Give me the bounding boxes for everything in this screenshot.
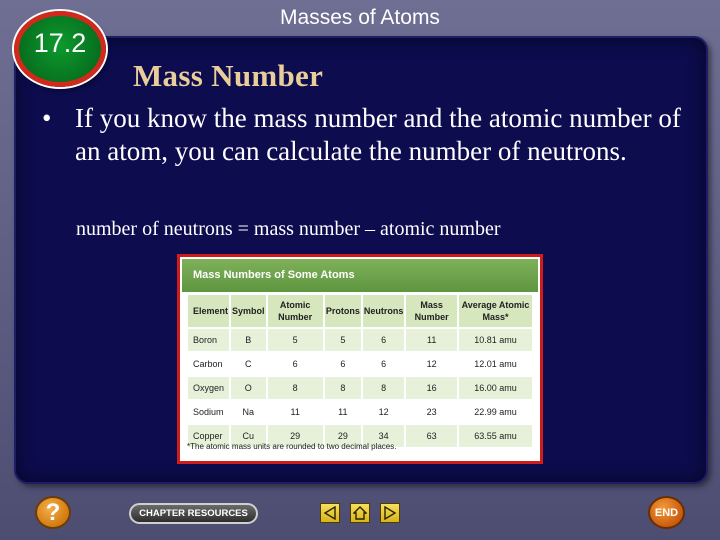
table-cell: 8	[268, 377, 323, 399]
mass-numbers-figure	[177, 254, 543, 464]
column-header: Protons	[325, 295, 361, 327]
table-cell: 8	[325, 377, 361, 399]
table-cell: 6	[325, 353, 361, 375]
table-cell: 12	[406, 353, 457, 375]
section-badge	[14, 11, 106, 87]
table-row	[188, 353, 532, 375]
table-cell: 11	[406, 329, 457, 351]
question-mark-icon: ?	[45, 498, 61, 526]
table-cell: Cu	[231, 425, 266, 447]
table-cell: Carbon	[188, 353, 229, 375]
slide-top-title: Masses of Atoms	[280, 6, 440, 29]
table-cell: 6	[363, 353, 405, 375]
table-cell: 6	[268, 353, 323, 375]
table-cell: 5	[325, 329, 361, 351]
table-cell: 11	[325, 401, 361, 423]
table-cell: Oxygen	[188, 377, 229, 399]
table-cell: Na	[231, 401, 266, 423]
table-cell: 63	[406, 425, 457, 447]
table-row	[188, 401, 532, 423]
table-cell: 5	[268, 329, 323, 351]
table-cell: 16	[406, 377, 457, 399]
home-icon	[353, 506, 367, 520]
table-cell: C	[231, 353, 266, 375]
table-cell: Boron	[188, 329, 229, 351]
column-header: Element	[188, 295, 229, 327]
table-row	[188, 377, 532, 399]
previous-slide-button[interactable]	[320, 503, 340, 523]
table-cell: 34	[363, 425, 405, 447]
figure-footnote: *The atomic mass units are rounded to two decimal places.	[187, 442, 397, 451]
help-button[interactable]	[35, 496, 71, 529]
bullet-text: If you know the mass number and the atomic number of an atom, you can calculate the number of neutrons.	[75, 103, 681, 166]
section-number: 17.2	[33, 27, 87, 58]
table-cell: 29	[268, 425, 323, 447]
bullet-symbol: •	[42, 103, 52, 133]
figure-title: Mass Numbers of Some Atoms	[182, 259, 538, 292]
table-cell: 23	[406, 401, 457, 423]
table-cell: 22.99 amu	[459, 401, 532, 423]
table-cell: Sodium	[188, 401, 229, 423]
end-button[interactable]	[648, 496, 685, 529]
table-cell: 10.81 amu	[459, 329, 532, 351]
column-header: Average Atomic Mass*	[459, 295, 532, 327]
table-cell: 63.55 amu	[459, 425, 532, 447]
table-cell: Copper	[188, 425, 229, 447]
triangle-right-icon	[383, 506, 397, 520]
slide-heading: Mass Number	[133, 58, 324, 93]
table-cell: B	[231, 329, 266, 351]
bullet-point	[42, 102, 692, 168]
table-header-row	[188, 295, 532, 327]
triangle-left-icon	[323, 506, 337, 520]
mass-numbers-table	[186, 293, 534, 449]
table-cell: 16.00 amu	[459, 377, 532, 399]
end-label: END	[654, 506, 679, 519]
column-header: Neutrons	[363, 295, 405, 327]
table-cell: 29	[325, 425, 361, 447]
table-row	[188, 329, 532, 351]
table-cell: O	[231, 377, 266, 399]
column-header: Mass Number	[406, 295, 457, 327]
table-cell: 11	[268, 401, 323, 423]
chapter-resources-button[interactable]: CHAPTER RESOURCES	[129, 503, 258, 524]
table-cell: 12.01 amu	[459, 353, 532, 375]
table-cell: 8	[363, 377, 405, 399]
column-header: Atomic Number	[268, 295, 323, 327]
home-button[interactable]	[350, 503, 370, 523]
column-header: Symbol	[231, 295, 266, 327]
table-cell: 12	[363, 401, 405, 423]
table-cell: 6	[363, 329, 405, 351]
neutron-formula: number of neutrons = mass number – atomic number	[76, 218, 501, 240]
next-slide-button[interactable]	[380, 503, 400, 523]
